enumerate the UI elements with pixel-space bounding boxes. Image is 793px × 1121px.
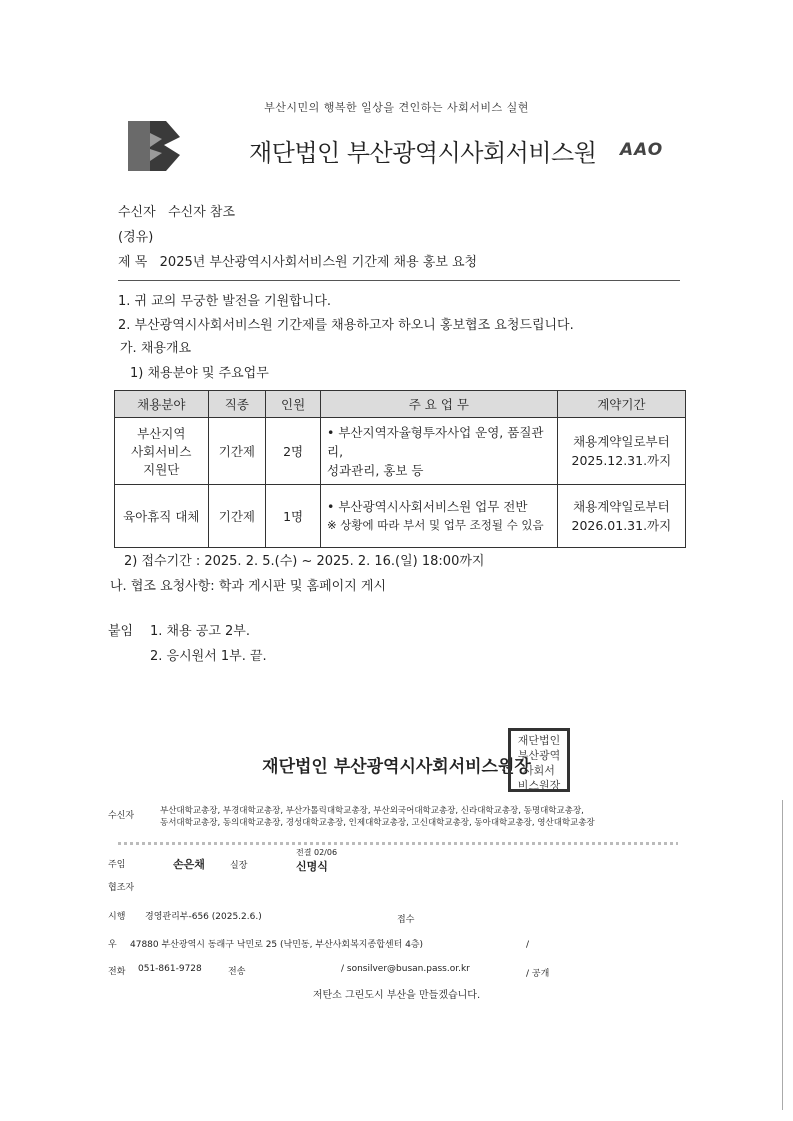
- field-cell: 육아휴직 대체: [115, 485, 209, 548]
- motto: 저탄소 그린도시 부산을 만들겠습니다.: [312, 990, 481, 1001]
- scan-noise-line: [118, 842, 678, 845]
- table-header: 인원: [266, 391, 321, 418]
- address-slash: /: [526, 940, 530, 950]
- fax-label: 전송: [228, 967, 246, 977]
- seal-text: 부산광역: [517, 749, 561, 762]
- table-row: [115, 485, 686, 548]
- official-seal: [508, 728, 570, 792]
- duty-text: • 부산광역시사회서비스원 업무 전반: [327, 499, 528, 514]
- table-header-row: [115, 391, 686, 418]
- address-label: 우: [108, 940, 117, 950]
- duty-text: 성과관리, 홍보 등: [327, 462, 424, 478]
- body-line-4: 1) 채용분야 및 주요업무: [130, 366, 269, 381]
- attachment-item: 2. 응시원서 1부. 끝.: [150, 649, 267, 664]
- recruitment-table: [114, 390, 686, 548]
- subject-line: [118, 251, 477, 270]
- table-header: 계약기간: [557, 391, 685, 418]
- field-text: 부산지역: [137, 426, 186, 441]
- organization-logo-icon: [128, 121, 180, 171]
- recipients-label: 수신자: [108, 811, 135, 821]
- subject-value: 2025년 부산광역시사회서비스원 기간제 채용 홍보 요청: [159, 255, 478, 270]
- duties-cell: [321, 418, 558, 485]
- count-cell: 2명: [266, 418, 321, 485]
- attachment-item: 1. 채용 공고 2부.: [150, 624, 250, 639]
- enforce-label: 시행: [108, 912, 126, 922]
- receipt-label: 접수: [397, 915, 415, 925]
- duty-text: ※ 상황에 따라 부서 및 업무 조정될 수 있음: [327, 518, 544, 532]
- recipient-line: [118, 201, 235, 220]
- field-text: 지원단: [143, 462, 180, 477]
- application-period: 2) 접수기간 : 2025. 2. 5.(수) ~ 2025. 2. 16.(일) 18:00까지: [124, 554, 485, 569]
- manager-name: 신명식: [296, 860, 328, 873]
- cooperation-request: 나. 협조 요청사항: 학과 게시판 및 홈페이지 게시: [110, 579, 387, 594]
- signatory-title: 재단법인 부산광역시사회서비스원장: [262, 757, 531, 777]
- recipients-list: [160, 805, 660, 829]
- handwritten-mark: AAO: [620, 140, 664, 160]
- phone-value: 051-861-9728: [138, 964, 202, 974]
- drafter-label: 주임: [108, 860, 126, 870]
- seal-text: 비스원장: [517, 779, 561, 792]
- body-line-2: 2. 부산광역시사회서비스원 기간제를 채용하고자 하오니 홍보협조 요청드립니다.: [118, 318, 574, 333]
- subject-label: 제 목: [118, 255, 148, 270]
- type-cell: 기간제: [208, 485, 266, 548]
- table-row: [115, 418, 686, 485]
- enforce-value: 경영관리부-656 (2025.2.6.): [145, 912, 262, 922]
- type-cell: 기간제: [208, 418, 266, 485]
- recipient-label: 수신자: [118, 205, 156, 220]
- recipient-value: 수신자 참조: [168, 205, 236, 220]
- address-value: 47880 부산광역시 동래구 낙민로 25 (낙민동, 부산사회복지종합센터 4층): [130, 940, 424, 950]
- body-line-3: 가. 채용개요: [120, 341, 192, 356]
- contract-text: 2026.01.31.까지: [571, 518, 672, 533]
- via-line: (경유): [118, 230, 154, 245]
- manager-title: 실장: [230, 861, 248, 871]
- field-text: 사회서비스: [131, 444, 192, 459]
- seal-text: 사회서: [523, 764, 555, 777]
- table-header: 주 요 업 무: [321, 391, 558, 418]
- duty-text: • 부산지역자율형투자사업 운영, 품질관리,: [327, 424, 544, 459]
- scan-edge-line: [782, 800, 783, 1110]
- public-status: / 공개: [526, 969, 550, 979]
- seal-text: 재단법인: [517, 734, 561, 747]
- recipients-line: 부산대학교총장, 부경대학교총장, 부산가톨릭대학교총장, 부산외국어대학교총장, 신라대학교총장, 동명대학교총장,: [160, 806, 584, 816]
- organization-title: 재단법인 부산광역시사회서비스원: [249, 139, 597, 167]
- contract-cell: [557, 418, 685, 485]
- contract-text: 2025.12.31.까지: [571, 453, 672, 468]
- drafter-name: 손은채: [173, 858, 205, 871]
- table-header: 채용분야: [115, 391, 209, 418]
- attachments-label: 붙임: [108, 624, 134, 639]
- phone-label: 전화: [108, 967, 126, 977]
- body-line-1: 1. 귀 교의 무궁한 발전을 기원합니다.: [118, 294, 332, 309]
- duties-cell: [321, 485, 558, 548]
- header-divider: [118, 280, 680, 281]
- field-cell: [115, 418, 209, 485]
- email-value: / sonsilver@busan.pass.or.kr: [341, 964, 470, 974]
- cooperator-label: 협조자: [108, 883, 135, 893]
- table-header: 직종: [208, 391, 266, 418]
- contract-cell: [557, 485, 685, 548]
- approval-note: 전결 02/06: [296, 848, 338, 857]
- contract-text: 채용계약일로부터: [573, 499, 670, 514]
- contract-text: 채용계약일로부터: [573, 434, 670, 449]
- count-cell: 1명: [266, 485, 321, 548]
- recipients-line: 동서대학교총장, 동의대학교총장, 경성대학교총장, 인제대학교총장, 고신대학교총장, 동아대학교총장, 영산대학교총장: [160, 818, 595, 828]
- slogan: 부산시민의 행복한 일상을 견인하는 사회서비스 실현: [264, 101, 529, 114]
